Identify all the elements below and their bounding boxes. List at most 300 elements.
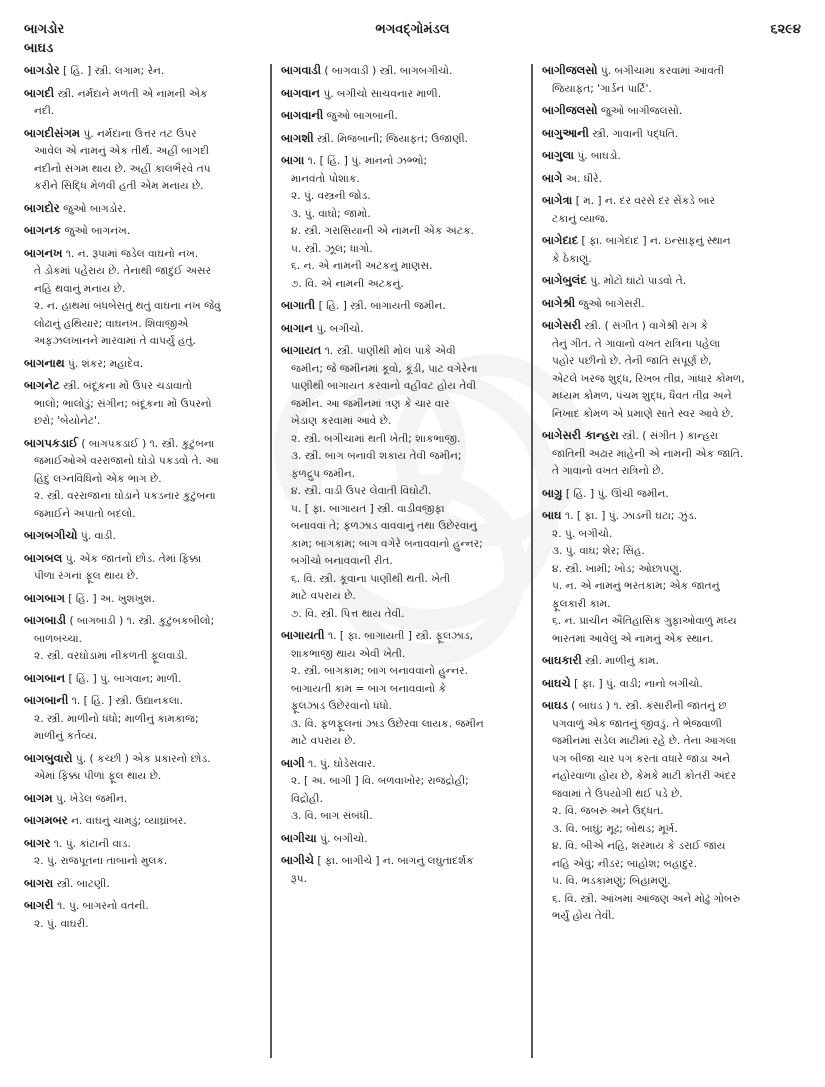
headword: બાગવાડી	[281, 63, 322, 77]
entry-continuation-line	[281, 571, 524, 589]
headword: બાગનેટ	[24, 378, 60, 392]
entry-first-line	[281, 627, 524, 646]
headword: બાઘ	[542, 508, 562, 522]
definition-text: પાણીથી બાગાયત કરવાનો વહીવટ હોય તેવી	[291, 380, 476, 392]
entry-continuation-line	[281, 698, 524, 716]
definition-text: પું. મોટો ઘાંટો પાડવો તે.	[590, 275, 687, 287]
entry-first-line	[24, 790, 264, 809]
headword: બાગેશ્રી	[542, 295, 576, 310]
entry-first-line	[542, 697, 804, 716]
definition-text: પું. બગીચામાં કરવામાં આવતી	[600, 65, 724, 77]
right-guideword: બાઘડ	[24, 41, 54, 56]
entry-first-line	[24, 835, 264, 854]
definition-text: ૨. વિ. જબરું અને ઉદ્ધત.	[552, 805, 664, 817]
entry-continuation-line	[24, 631, 264, 649]
definition-text: પું. નર્મદાના ઉત્તર તટ ઉપર	[83, 127, 197, 140]
headword: બાગદીસંગમ	[24, 125, 80, 140]
headword: બાગાયતી	[281, 628, 325, 642]
headword: બાગનખ	[24, 245, 63, 260]
definition-text: પું. બાઘડો.	[577, 150, 621, 162]
entry-continuation-line	[24, 178, 264, 196]
dictionary-entry	[24, 435, 264, 524]
definition-text: ૨. પું. રાજપૂતના તાબાનો મુલક.	[34, 855, 168, 867]
definition-text: અફઝલખાનને મારવામાં તે વાપર્યું હતું.	[34, 335, 196, 347]
definition-text: ૨. સ્ત્રી. બગીચામાં થતી ખેતી; શાકભાજી.	[291, 432, 461, 445]
entry-continuation-line	[281, 681, 524, 699]
definition-text: પું. વાડી.	[80, 530, 116, 542]
definition-text: પું. ( કચ્છી ) એક પ્રકારનો છોડ.	[75, 752, 211, 765]
dictionary-entry	[542, 507, 804, 648]
entry-continuation-line	[542, 526, 804, 544]
definition-text: ૧. [ હિં. ] સ્ત્રી. ઉદ્યાનકલા.	[71, 695, 183, 707]
entry-continuation-line	[281, 733, 524, 751]
entry-continuation-line	[281, 716, 524, 734]
dictionary-entry	[24, 670, 264, 689]
definition-text: માટે વપરાય છે.	[291, 735, 356, 747]
entry-continuation-line	[24, 471, 264, 489]
dictionary-entry	[542, 427, 804, 481]
entry-first-line	[24, 897, 264, 916]
definition-text: ૭. વિ. સ્ત્રી. પિત્ત થાય તેવી.	[291, 607, 405, 620]
entry-first-line	[24, 355, 264, 374]
headword: બાગબાગ	[24, 590, 65, 605]
dictionary-entry	[542, 170, 804, 189]
entry-first-line	[24, 62, 264, 81]
entry-continuation-line	[542, 463, 804, 481]
entry-first-line	[542, 232, 804, 251]
dictionary-entry	[281, 130, 524, 149]
left-guideword: બાગડોર	[24, 22, 65, 37]
definition-text: પું. ખેડેલ જમીન.	[55, 792, 128, 805]
entry-continuation-line	[281, 378, 524, 396]
dictionary-entry	[281, 830, 524, 849]
definition-text: માળીનું કર્તવ્ય.	[34, 730, 98, 742]
definition-text: ( બાગબાડી ) ૧. સ્ત્રી. કુટુંબકબીલો;	[69, 615, 215, 627]
entry-continuation-line	[542, 733, 804, 751]
entry-continuation-line	[24, 413, 264, 431]
entry-continuation-line	[542, 786, 804, 804]
definition-text: જવામાં તે ઉપયોગી થઈ પડે છે.	[552, 787, 683, 800]
definition-text: ૧. પું. ઘોડેસવાર.	[308, 757, 376, 770]
definition-text: ૬. ન. પ્રાચીન ઐતિહાસિક ગુફાઓવાળું મધ્ય	[552, 615, 737, 627]
entry-continuation-line	[542, 838, 804, 856]
entry-first-line	[281, 152, 524, 171]
entry-continuation-line	[281, 466, 524, 484]
definition-text: ૨. [ અ. બાગી ] વિ. બળવાખોર; રાજદ્રોહી;	[291, 775, 469, 787]
dictionary-entry	[542, 232, 804, 268]
headword: બાગશી	[281, 130, 314, 145]
dictionary-entry	[281, 627, 524, 751]
definition-text: સ્ત્રી. મિજબાની; જિયાફત; ઉજાણી.	[316, 132, 468, 145]
headword: બાગડોર	[24, 63, 60, 77]
entry-continuation-line	[24, 853, 264, 871]
headword: બાગપકડાઈ	[24, 435, 79, 450]
headword: બાગદી	[24, 85, 55, 100]
entry-continuation-line	[542, 768, 804, 786]
entry-first-line	[281, 852, 524, 871]
definition-text: જુઓ બાગીજલસો.	[600, 105, 683, 117]
definition-text: પું. બગીચો.	[316, 322, 364, 335]
dictionary-entry	[24, 692, 264, 746]
definition-text: ૩. વિ. બાઘું; મૂઢ; બોથડ; મૂર્ખ.	[552, 822, 678, 835]
definition-text: કે ઠેકાણું.	[552, 252, 592, 265]
entry-continuation-line	[281, 431, 524, 449]
entry-continuation-line	[542, 908, 804, 926]
entry-continuation-line	[542, 803, 804, 821]
dictionary-entry	[281, 755, 524, 826]
definition-text: ૩. વિ. બાગ સંબંધી.	[291, 810, 373, 822]
entry-continuation-line	[281, 276, 524, 294]
definition-text: [ હિં. ] અ. ખુશખુશ.	[68, 592, 155, 605]
definition-text: [ ફા. ] પું. વાડી; નાનો બગીચો.	[574, 677, 703, 690]
entry-continuation-line	[281, 663, 524, 681]
definition-text: ટકાનું વ્યાજ.	[552, 212, 609, 225]
definition-text: સ્ત્રી. ગાવાની પદ્ધતિ.	[592, 127, 679, 140]
dictionary-column-3	[542, 62, 804, 930]
definition-text: પું. બગીચો સાચવનાર માળી.	[323, 87, 442, 100]
dictionary-entry	[24, 222, 264, 241]
definition-text: નદીનો સંગમ થાય છે. અહીં કાલભૈરવે તપ	[34, 162, 211, 175]
entry-continuation-line	[542, 353, 804, 371]
definition-text: ૨. ન. હાથમાં બંધબેસતું થતું વાઘના નખ જેવું	[34, 300, 221, 312]
entry-first-line	[24, 377, 264, 396]
definition-text: ૨. સ્ત્રી. વરરાજાના ઘોડાને પકડનાર કુટુંબના	[34, 490, 216, 502]
entry-first-line	[542, 652, 804, 671]
headword: બાગી	[281, 755, 305, 770]
definition-text: જિયાફત; 'ગાર્ડન પાર્ટિ'.	[552, 82, 652, 95]
headword: બાગાયત	[281, 343, 322, 357]
entry-continuation-line	[542, 578, 804, 596]
headword: બાગનક	[24, 223, 62, 237]
entry-continuation-line	[542, 716, 804, 734]
entry-first-line	[24, 612, 264, 631]
headword: બાગેસરી કાન્હરા	[542, 428, 619, 442]
definition-text: ૪. સ્ત્રી. ગરાસિયાની એ નામની એક અટક.	[291, 225, 474, 237]
entry-first-line	[24, 222, 264, 241]
dictionary-entry	[542, 102, 804, 121]
entry-first-line	[24, 670, 264, 689]
definition-text: જમાઈને અપાતો બદલો.	[34, 507, 136, 520]
entry-continuation-line	[281, 206, 524, 224]
entry-continuation-line	[542, 371, 804, 389]
dictionary-entry	[281, 107, 524, 126]
definition-text: એટલે ખરજ શુદ્ધ, રિખબ તીવ્ર, ગાંધાર કોમળ,	[552, 372, 745, 385]
entry-continuation-line	[281, 646, 524, 664]
entry-first-line	[281, 130, 524, 149]
definition-text: કામ; બાગકામ; બાગ વગેરે બનાવવાનો હુન્નર;	[291, 537, 483, 550]
entry-continuation-line	[24, 711, 264, 729]
entry-continuation-line	[281, 553, 524, 571]
headword: બાગદોર	[24, 200, 60, 215]
definition-text: ખેડાણ કરવામાં આવે છે.	[291, 415, 392, 427]
definition-text: [ ફા. બાગેદાદ ] ન. ઇન્સાફનું સ્થાન	[581, 235, 731, 247]
dictionary-entry	[542, 652, 804, 671]
definition-text: ( બાગવાડી ) સ્ત્રી. બાગબગીચો.	[324, 65, 453, 77]
headword: બાગે	[542, 170, 563, 185]
headword: બાગરા	[24, 875, 54, 890]
entry-first-line	[24, 590, 264, 609]
entry-continuation-line	[281, 501, 524, 519]
definition-text: નહિ થવાનું મનાય છે.	[34, 282, 126, 295]
headword: બાગવાની	[281, 108, 324, 122]
entry-continuation-line	[281, 241, 524, 259]
entry-continuation-line	[281, 223, 524, 241]
entry-continuation-line	[281, 483, 524, 501]
headword: બાગેદાદ	[542, 233, 579, 247]
dictionary-entry	[24, 590, 264, 609]
entry-first-line	[542, 125, 804, 144]
definition-text: ૪. સ્ત્રી. વાડી ઉપર લેવાતી વિઘોટી.	[291, 485, 432, 497]
definition-text: સ્ત્રી. નર્મદાને મળતી એ નામની એક	[57, 87, 208, 100]
definition-text: ભર્યું હોય તેવી.	[552, 910, 615, 922]
definition-text: ૨. પું. વસ્ત્રની જોડ.	[291, 190, 371, 202]
headword: બાઘડ	[542, 698, 568, 712]
entry-continuation-line	[542, 856, 804, 874]
headword: બાગબુવારો	[24, 750, 73, 765]
dictionary-entry	[24, 612, 264, 666]
entry-first-line	[542, 295, 804, 314]
entry-first-line	[24, 85, 264, 104]
definition-text: ( બાગપકડાઈ ) ૧. સ્ત્રી. કુટુંબના	[81, 437, 215, 450]
entry-continuation-line	[24, 281, 264, 299]
dictionary-entry	[24, 200, 264, 219]
dictionary-entry	[542, 125, 804, 144]
definition-text: ૫. વિ. ભડકામણું; બિહામણું.	[552, 875, 671, 887]
definition-text: ફૂલઝાડ ઉછેરવાનો ધંધો.	[291, 700, 392, 712]
definition-text: પું. બગીચો.	[320, 832, 368, 845]
definition-text: તેનું ગીત. તે ગાવાનો વખત રાત્રિના પહેલા	[552, 337, 721, 350]
entry-continuation-line	[542, 336, 804, 354]
column-divider	[270, 64, 272, 1058]
entry-continuation-line	[281, 808, 524, 826]
definition-text: બાગાયતી કામ = બાગ બનાવવાનો કે	[291, 682, 447, 695]
definition-text: ૧. સ્ત્રી. પાણીથી મોલ પાકે એવી	[324, 345, 456, 357]
entry-continuation-line	[542, 613, 804, 631]
entry-first-line	[281, 830, 524, 849]
definition-text: આવેલ એ નામનું એક તીર્થ. અહીં બાગદી	[34, 145, 210, 157]
entry-continuation-line	[24, 506, 264, 524]
definition-text: [ હિં. ] પું. ઊંચી જમીન.	[565, 487, 669, 500]
definition-text: ફૂલકારી કામ.	[552, 597, 611, 610]
definition-text: બાળબચ્ચાં.	[34, 632, 82, 645]
entry-first-line	[281, 320, 524, 339]
book-title: ભગવદ્ગોમંડલ	[375, 22, 450, 37]
headword: બાગીજલસો	[542, 103, 598, 117]
dictionary-entry	[542, 317, 804, 423]
entry-first-line	[281, 342, 524, 361]
definition-text: ૨. સ્ત્રી. વરઘોડામાં નીકળતી ફૂલવાડી.	[34, 650, 188, 662]
entry-continuation-line	[281, 536, 524, 554]
entry-continuation-line	[542, 821, 804, 839]
definition-text: મધ્યમ કોમળ, પંચમ શુદ્ધ, ધૈવત તીવ્ર અને	[552, 390, 732, 402]
definition-text: બગીચો બનાવવાની રીત.	[291, 555, 393, 567]
definition-text: ભારતમાં આવેલું એ નામનું એક સ્થાન.	[552, 632, 714, 645]
definition-text: પું. શંકર; મહાદેવ.	[68, 357, 144, 370]
entry-continuation-line	[542, 388, 804, 406]
dictionary-entry	[24, 550, 264, 586]
definition-text: ૩. સ્ત્રી. બાગ બનાવી શકાય તેવી જમીન;	[291, 450, 462, 462]
definition-text: જુઓ બાગનખ.	[64, 225, 131, 237]
entry-first-line	[542, 170, 804, 189]
definition-text: ૩. પું. વાઘો; જામો.	[291, 207, 371, 220]
entry-continuation-line	[542, 211, 804, 229]
definition-text: ૬. ન. એ નામની અટકનું માણસ.	[291, 260, 433, 272]
entry-first-line	[281, 297, 524, 316]
entry-first-line	[542, 102, 804, 121]
entry-continuation-line	[281, 258, 524, 276]
definition-text: જાતિની અઢાર માંહેની એ નામની એક જાતિ.	[552, 447, 744, 460]
page-header	[24, 22, 801, 42]
definition-text: શાકભાજી થાય એવી ખેતી.	[291, 647, 406, 660]
entry-first-line	[281, 755, 524, 774]
entry-continuation-line	[24, 568, 264, 586]
definition-text: જુઓ બાગબાની.	[326, 110, 398, 122]
headword: બાગબગીચો	[24, 528, 78, 542]
definition-text: તે ડોકમાં પહેરાય છે. તેનાથી જાદુઈ અસર	[34, 265, 212, 277]
dictionary-entry	[24, 62, 264, 81]
entry-continuation-line	[281, 588, 524, 606]
definition-text: પીળા રંગનાં ફૂલ થાય છે.	[34, 570, 139, 582]
definition-text: ૨. પું. બગીચો.	[552, 527, 613, 540]
entry-continuation-line	[542, 251, 804, 269]
entry-continuation-line	[281, 518, 524, 536]
headword: બાગબલ	[24, 550, 63, 565]
dictionary-entry	[24, 750, 264, 786]
definition-text: ૪. સ્ત્રી. ખામી; ખોડ; ઓછાપણું.	[552, 562, 683, 575]
entry-continuation-line	[24, 648, 264, 666]
definition-text: ૫. ન. એ નામનું ભરતકામ; એક જાતનું	[552, 580, 720, 592]
definition-text: પું. એક જાતનો છોડ. તેમાં ફિક્કા	[65, 552, 202, 565]
entry-first-line	[542, 675, 804, 694]
headword: બાગનાથ	[24, 355, 65, 370]
definition-text: ૫. સ્ત્રી. ઝૂલ; ધાગો.	[291, 242, 373, 255]
entry-continuation-line	[281, 188, 524, 206]
headword: બાગર	[24, 835, 51, 850]
definition-text: લોઢાનું હથિયાર; વાઘનખ. શિવાજીએ	[34, 317, 189, 330]
definition-text: ૭. વિ. એ નામની અટકનું.	[291, 277, 404, 290]
entry-continuation-line	[24, 298, 264, 316]
headword: બાગેબુલંદ	[542, 273, 587, 287]
entry-first-line	[24, 200, 264, 219]
dictionary-entry	[24, 245, 264, 351]
headword: બાગબાન	[24, 670, 66, 685]
definition-text: રૂપ.	[291, 872, 307, 885]
dictionary-entry	[24, 125, 264, 196]
definition-text: ૧. [ ફા. ] પું. ઝાડની ઘટા; ઝુંડ.	[564, 510, 698, 522]
definition-text: અ. ધીરે.	[565, 172, 602, 185]
definition-text: ૧. પું. કાંટાની વાડ.	[53, 837, 131, 850]
entry-first-line	[24, 692, 264, 711]
entry-continuation-line	[542, 596, 804, 614]
entry-continuation-line	[24, 161, 264, 179]
dictionary-entry	[542, 62, 804, 98]
definition-text: સ્ત્રી. માળીનું કામ.	[585, 655, 659, 667]
dictionary-entry	[542, 485, 804, 504]
entry-continuation-line	[281, 171, 524, 189]
entry-continuation-line	[24, 768, 264, 786]
headword: બાગુઆની	[542, 125, 589, 140]
dictionary-entry	[542, 192, 804, 228]
entry-continuation-line	[542, 543, 804, 561]
entry-continuation-line	[281, 413, 524, 431]
definition-text: [ હિં. ] સ્ત્રી. બાગાયતી જમીન.	[318, 300, 446, 312]
entry-continuation-line	[24, 488, 264, 506]
definition-text: હિંદુ લગ્નવિધિનો એક ભાગ છે.	[34, 472, 162, 485]
definition-text: ૧. ન. રૂપામાં જડેલ વાઘનો નખ.	[65, 247, 199, 260]
dictionary-entry	[24, 812, 264, 831]
entry-continuation-line	[281, 396, 524, 414]
definition-text: જમીનમાં સડેલ માટીમાં રહે છે. તેના આગલા	[552, 735, 737, 747]
entry-first-line	[24, 435, 264, 454]
entry-continuation-line	[281, 871, 524, 889]
dictionary-entry	[24, 85, 264, 121]
definition-text: ૪. વિ. બીએ નહિ, શરમાય કે ડરાઈ જાય	[552, 840, 726, 852]
entry-continuation-line	[542, 631, 804, 649]
headword: બાગાતી	[281, 298, 316, 312]
definition-text: ૧. [ ફા. બાગાયતી ] સ્ત્રી. ફૂલઝાડ,	[327, 630, 473, 642]
entry-continuation-line	[24, 263, 264, 281]
entry-first-line	[542, 427, 804, 446]
headword: બાગબાની	[24, 693, 69, 707]
definition-text: બનાવવાં તે; ફળઝાડ વાવવાનું તથા ઉછેરવાનું	[291, 520, 477, 532]
definition-text: પગવાળું એક જાતનું જીવડું. તે ભેજવાળી	[552, 717, 722, 730]
definition-text: નદી.	[34, 105, 55, 117]
dictionary-entry	[542, 697, 804, 926]
entry-first-line	[542, 62, 804, 81]
definition-text: સ્ત્રી. ( સંગીત ) કાન્હરા	[622, 430, 718, 442]
entry-continuation-line	[24, 916, 264, 934]
definition-text: જુઓ બાગડોર.	[63, 202, 127, 215]
entry-continuation-line	[281, 773, 524, 791]
entry-continuation-line	[24, 453, 264, 471]
dictionary-entry	[24, 527, 264, 546]
definition-text: જુઓ બાગેસરી.	[578, 297, 645, 310]
entry-first-line	[281, 85, 524, 104]
entry-first-line	[542, 192, 804, 211]
dictionary-column-2	[281, 62, 524, 892]
headword: બાગેસરી	[542, 318, 581, 332]
entry-first-line	[542, 507, 804, 526]
headword: બાગવાન	[281, 85, 320, 100]
definition-text: માટે વપરાય છે.	[291, 590, 356, 602]
entry-continuation-line	[542, 873, 804, 891]
definition-text: [ હિં. ] પું. બાગવાન; માળી.	[68, 672, 182, 685]
definition-text: ભાલો; ભાલોડું; સંગીન; બંદૂકના મોં ઉપરનો	[34, 397, 212, 410]
definition-text: ૬. વિ. સ્ત્રી. કૂવાના પાણીથી થતી. ખેતી	[291, 572, 451, 585]
definition-text: પહોર પછીનો છે. તેની જાતિ સંપૂર્ણ છે,	[552, 355, 712, 367]
definition-text: તે ગાવાનો વખત રાત્રિનો છે.	[552, 465, 664, 477]
dictionary-entry	[24, 355, 264, 374]
headword: બાગા	[281, 153, 305, 167]
definition-text: ૨. પું. વાઘરી.	[34, 917, 89, 930]
definition-text: છરો; 'બેયોનેટ'.	[34, 415, 101, 427]
headword: બાગરી	[24, 898, 54, 912]
entry-first-line	[24, 875, 264, 894]
dictionary-entry	[24, 835, 264, 871]
entry-continuation-line	[281, 361, 524, 379]
dictionary-entry	[542, 295, 804, 314]
definition-text: ૬. વિ. સ્ત્રી. આંખમાં આંજણ અને મોઢું ગોબરું	[552, 892, 741, 905]
headword: બાગેત્રા	[542, 193, 573, 207]
definition-text: ( બાઘડ ) ૧. સ્ત્રી. કંસારીની જાતનું છ	[571, 700, 727, 712]
entry-continuation-line	[24, 316, 264, 334]
entry-continuation-line	[24, 333, 264, 351]
definition-text: [ હિં. ] સ્ત્રી. લગામ; રેન.	[62, 65, 165, 77]
definition-text: નહોરવાળા હોય છે, કેમકે માટી કોતરી અંદર	[552, 770, 737, 782]
entry-first-line	[24, 527, 264, 546]
entry-first-line	[24, 245, 264, 264]
dictionary-entry	[281, 342, 524, 623]
